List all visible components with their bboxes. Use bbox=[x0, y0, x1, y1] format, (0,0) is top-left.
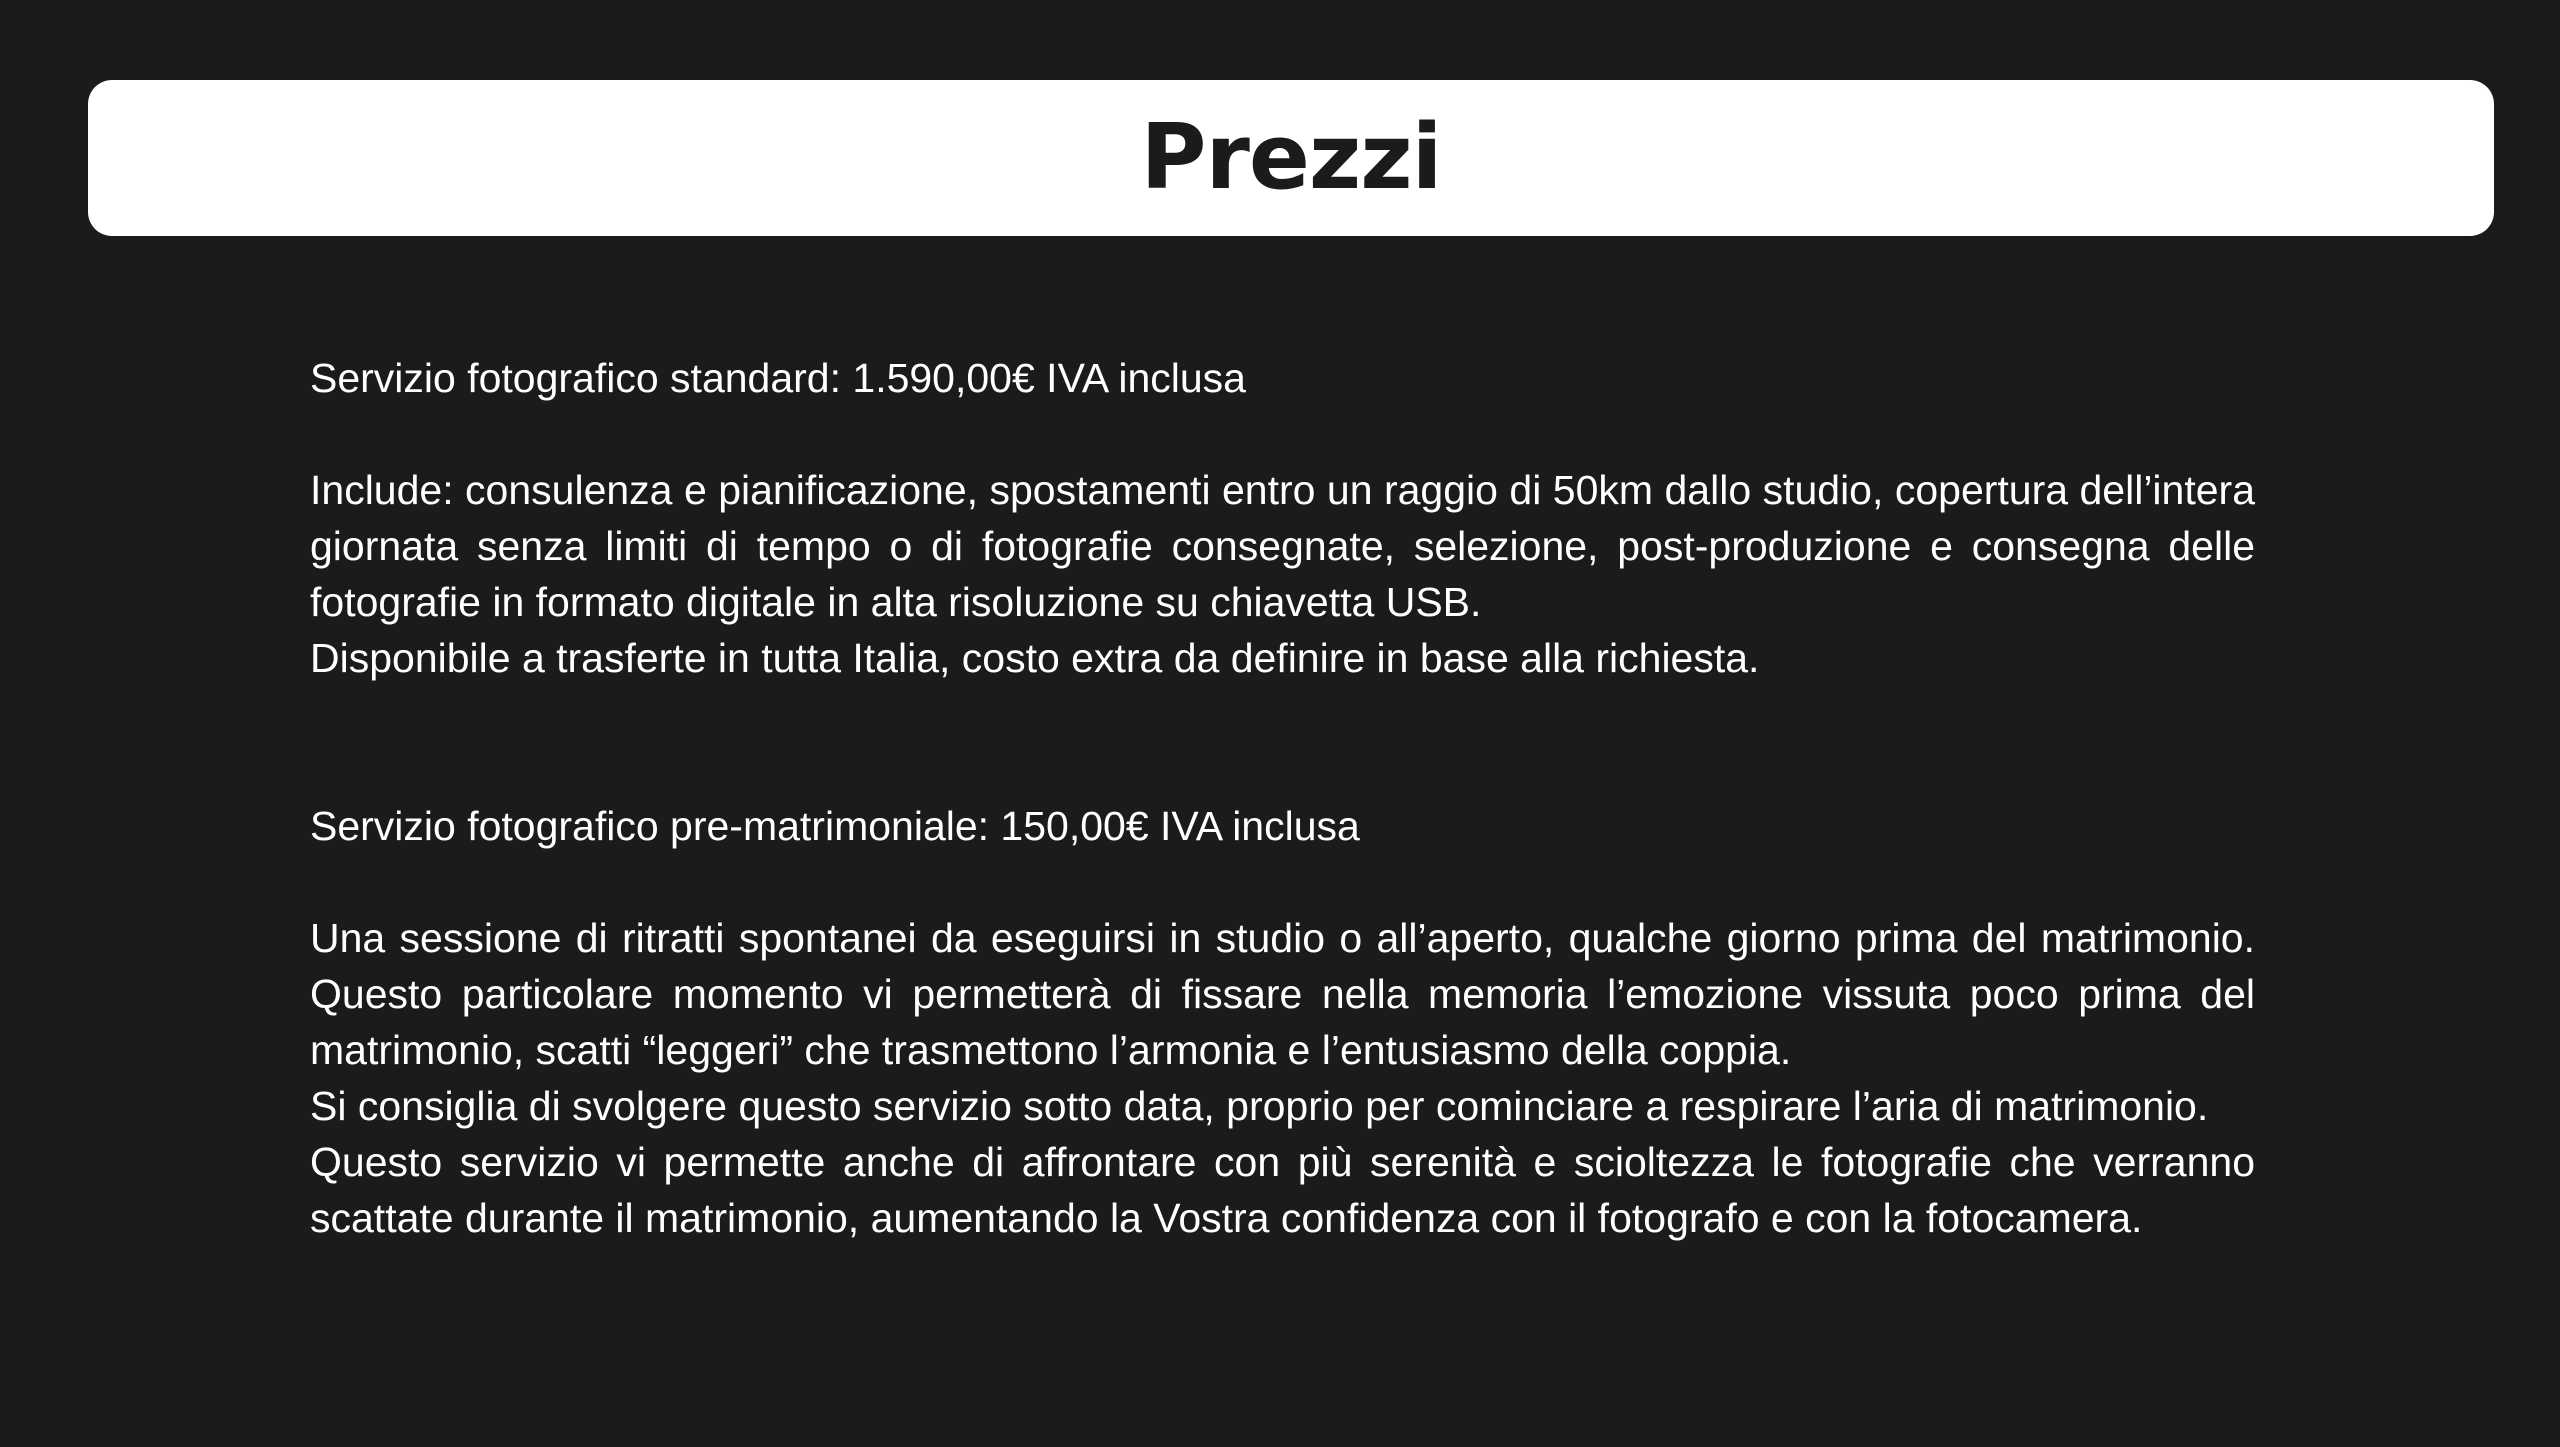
section-title-standard: Servizio fotografico standard: 1.590,00€ IVA inclusa bbox=[310, 355, 1246, 401]
pre-wedding-description: Una sessione di ritratti spontanei da eseguirsi in studio o all’aperto, qualche giorno prima del matrimonio. Questo particolare momento vi permetterà di fissare nella memoria l’emozione vissuta poco prima del matrimonio, scatti “leggeri” che trasmettono l’armonia e l’entusiasmo della coppia. bbox=[310, 915, 2255, 1073]
pricing-content bbox=[310, 350, 2255, 1246]
standard-description: Include: consulenza e pianificazione, spostamenti entro un raggio di 50km dallo studio, copertura dell’intera giornata senza limiti di tempo o di fotografie consegnate, selezione, post-produzione e consegna delle fotografie in formato digitale in alta risoluzione su chiavetta USB. bbox=[310, 467, 2255, 625]
section-standard bbox=[310, 350, 2255, 686]
standard-travel-note: Disponibile a trasferte in tutta Italia, costo extra da definire in base alla richiesta. bbox=[310, 635, 1760, 681]
section-pre-wedding bbox=[310, 798, 2255, 1246]
page-header bbox=[88, 80, 2494, 236]
page-title: Prezzi bbox=[1140, 105, 1442, 210]
section-title-pre-wedding: Servizio fotografico pre-matrimoniale: 150,00€ IVA inclusa bbox=[310, 803, 1360, 849]
pre-wedding-advice: Si consiglia di svolgere questo servizio sotto data, proprio per cominciare a respirare l’aria di matrimonio. bbox=[310, 1083, 2209, 1129]
pre-wedding-benefit: Questo servizio vi permette anche di affrontare con più serenità e scioltezza le fotografie che verranno scattate durante il matrimonio, aumentando la Vostra confidenza con il fotografo e con la fotocamera. bbox=[310, 1139, 2255, 1241]
